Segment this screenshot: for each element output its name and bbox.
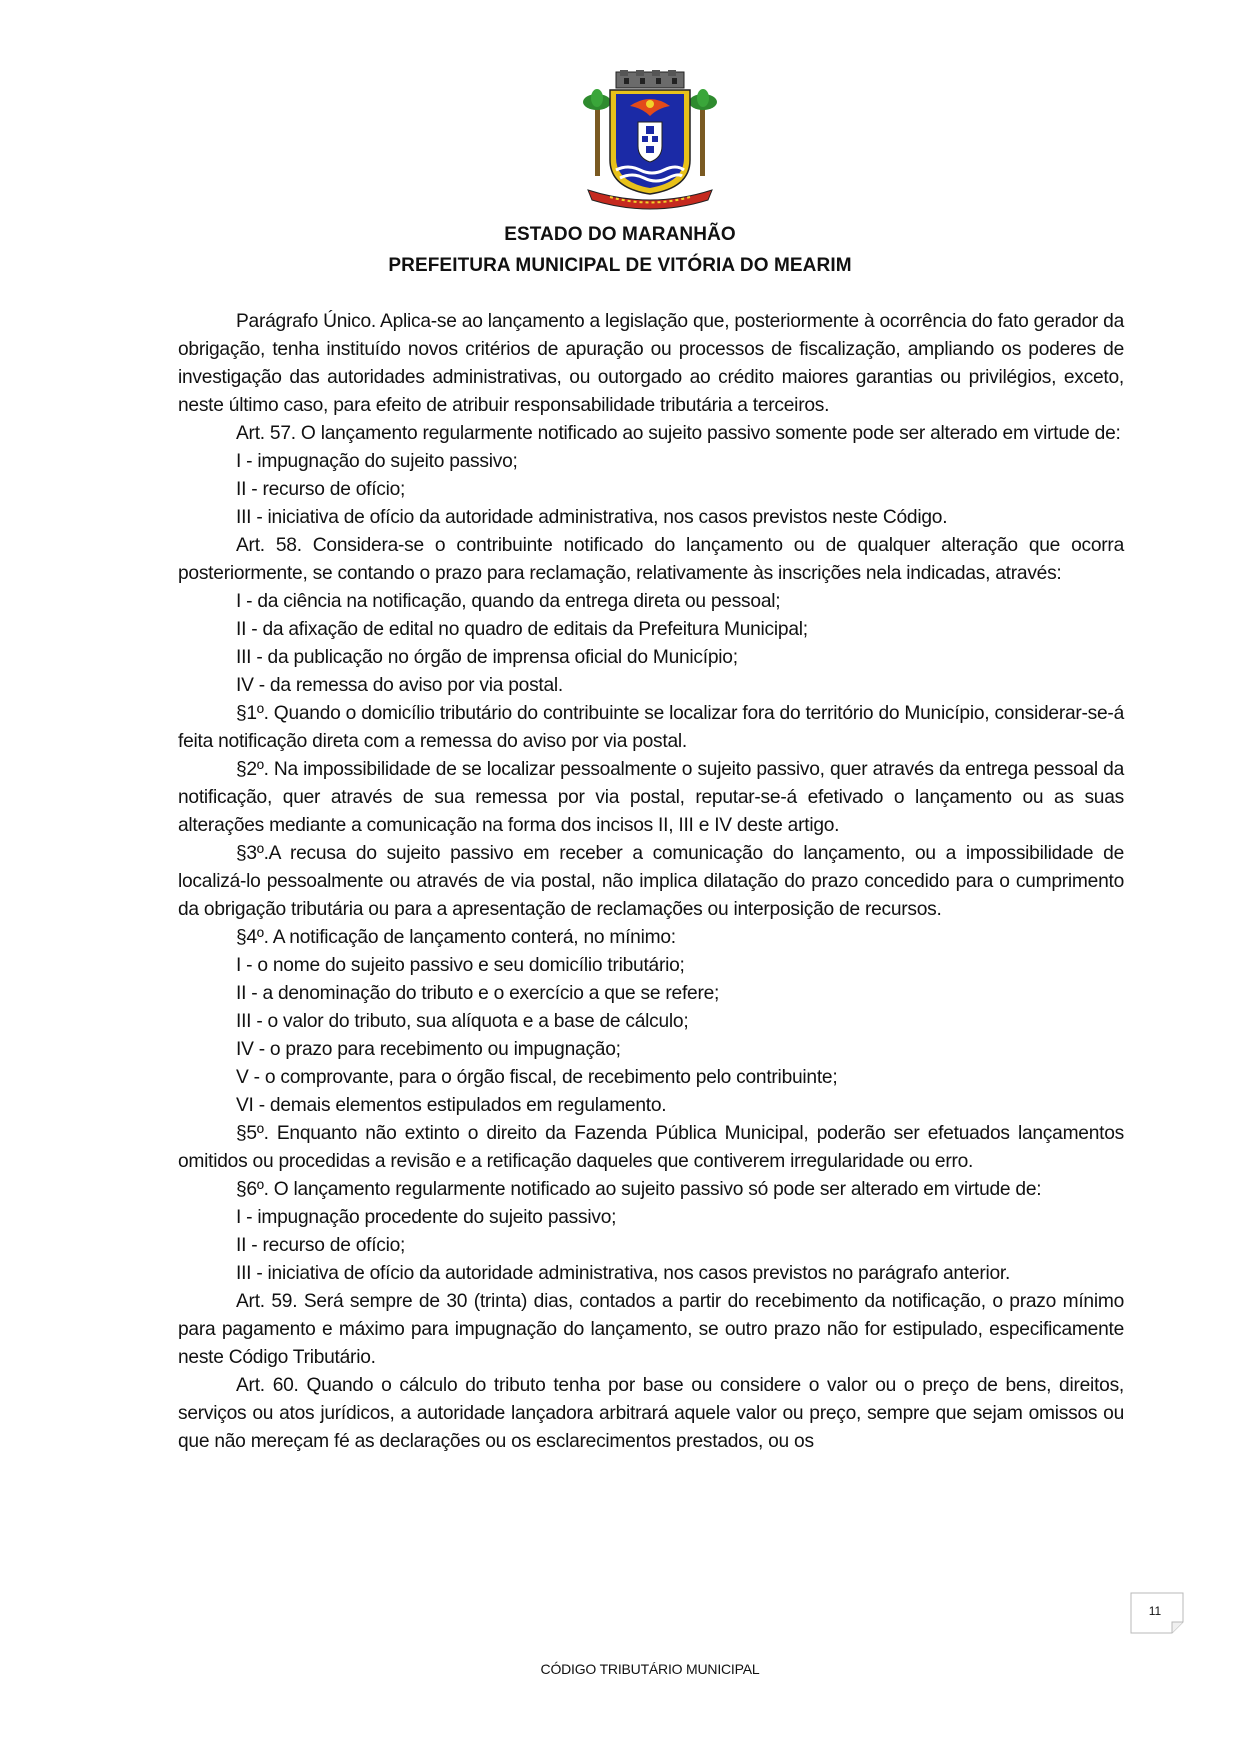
section-1: §1º. Quando o domicílio tributário do contribuinte se localizar fora do território do Município, considerar-se-á feita notificação direta com a remessa do aviso por via postal. — [178, 703, 1124, 752]
header-state: ESTADO DO MARANHÃO — [504, 224, 736, 245]
list-item: IV - o prazo para recebimento ou impugnação; — [236, 1039, 621, 1060]
page-number: 11 — [1148, 1604, 1162, 1618]
footer-title: CÓDIGO TRIBUTÁRIO MUNICIPAL — [540, 1661, 760, 1677]
paragraph-sole-paragraph: Parágrafo Único. Aplica-se ao lançamento a legislação que, posteriormente à ocorrência do fato gerador da obrigação, tenha instituído novos critérios de apuração ou processos de fiscalização, ampliando os poderes de investigação das autoridades administrativas, ou outorgado ao crédito maiores garantias ou privilégios, exceto, neste último caso, para efeito de atribuir responsabilidade tributária a terceiros. — [178, 311, 1124, 416]
municipal-coat-of-arms-icon — [580, 70, 720, 210]
list-item: I - impugnação procedente do sujeito passivo; — [236, 1207, 617, 1228]
list-item: II - da afixação de edital no quadro de editais da Prefeitura Municipal; — [236, 619, 808, 640]
list-item: III - da publicação no órgão de imprensa oficial do Município; — [236, 647, 738, 668]
section-6: §6º. O lançamento regularmente notificado ao sujeito passivo só pode ser alterado em virtude de: — [236, 1179, 1042, 1200]
list-item: III - iniciativa de ofício da autoridade administrativa, nos casos previstos no parágrafo anterior. — [236, 1263, 1011, 1284]
list-item: III - o valor do tributo, sua alíquota e a base de cálculo; — [236, 1011, 689, 1032]
list-item: I - da ciência na notificação, quando da entrega direta ou pessoal; — [236, 591, 781, 612]
list-item: I - o nome do sujeito passivo e seu domicílio tributário; — [236, 955, 685, 976]
article-57: Art. 57. O lançamento regularmente notificado ao sujeito passivo somente pode ser alterado em virtude de: — [236, 423, 1121, 444]
article-58: Art. 58. Considera-se o contribuinte notificado do lançamento ou de qualquer alteração que ocorra posteriormente, se contando o prazo para reclamação, relativamente às inscrições nela indicadas, através: — [178, 535, 1124, 584]
section-4: §4º. A notificação de lançamento conterá, no mínimo: — [236, 927, 676, 948]
article-59: Art. 59. Será sempre de 30 (trinta) dias, contados a partir do recebimento da notificação, o prazo mínimo para pagamento e máximo para impugnação do lançamento, se outro prazo não for estipulado, especificamente neste Código Tributário. — [178, 1291, 1124, 1368]
list-item: II - a denominação do tributo e o exercício a que se refere; — [236, 983, 720, 1004]
section-2: §2º. Na impossibilidade de se localizar pessoalmente o sujeito passivo, quer através da entrega pessoal da notificação, quer através de sua remessa por via postal, reputar-se-á efetivado o lançamento ou as suas alterações mediante a comunicação na forma dos incisos II, III e IV deste artigo. — [178, 759, 1124, 836]
list-item: VI - demais elementos estipulados em regulamento. — [236, 1095, 667, 1116]
section-3: §3º.A recusa do sujeito passivo em receber a comunicação do lançamento, ou a impossibilidade de localizá-lo pessoalmente ou através de via postal, não implica dilatação do prazo concedido para o cumprimento da obrigação tributária ou para a apresentação de reclamações ou interposição de recursos. — [178, 843, 1124, 920]
article-60: Art. 60. Quando o cálculo do tributo tenha por base ou considere o valor ou o preço de bens, direitos, serviços ou atos jurídicos, a autoridade lançadora arbitrará aquele valor ou preço, sempre que sejam omissos ou que não mereçam fé as declarações ou os esclarecimentos prestados, ou os — [178, 1375, 1124, 1452]
list-item: III - iniciativa de ofício da autoridade administrativa, nos casos previstos neste Código. — [236, 507, 948, 528]
list-item: II - recurso de ofício; — [236, 479, 406, 500]
list-item: V - o comprovante, para o órgão fiscal, de recebimento pelo contribuinte; — [236, 1067, 838, 1088]
list-item: II - recurso de ofício; — [236, 1235, 406, 1256]
list-item: I - impugnação do sujeito passivo; — [236, 451, 518, 472]
list-item: IV - da remessa do aviso por via postal. — [236, 675, 564, 696]
document-body — [178, 308, 1124, 1456]
header-municipality: PREFEITURA MUNICIPAL DE VITÓRIA DO MEARIM — [388, 255, 852, 276]
section-5: §5º. Enquanto não extinto o direito da Fazenda Pública Municipal, poderão ser efetuados lançamentos omitidos ou procedidas a revisão e a retificação daqueles que contiverem irregularidade ou erro. — [178, 1123, 1124, 1172]
